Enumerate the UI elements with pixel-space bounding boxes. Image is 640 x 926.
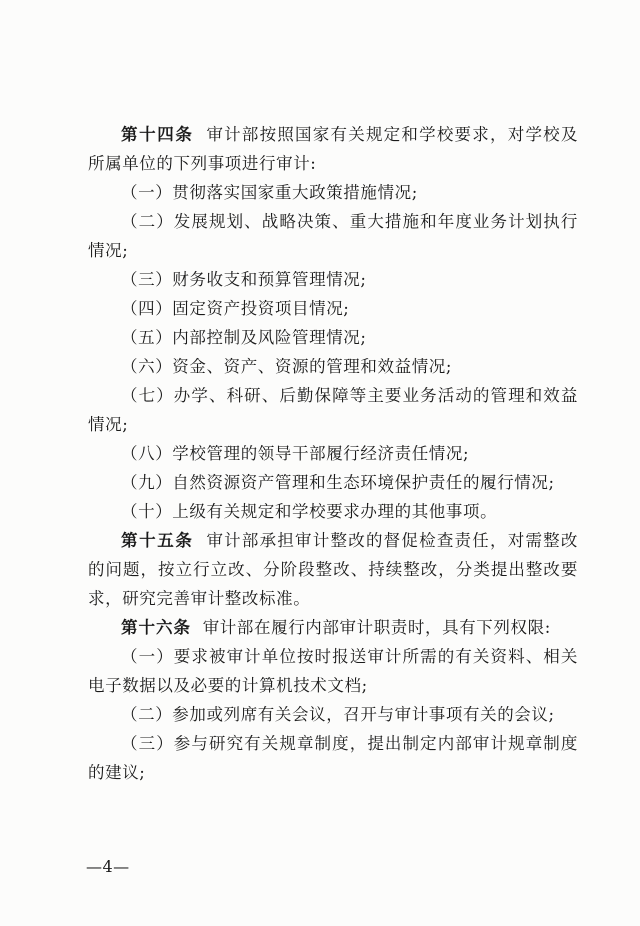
- article-14-title: 第十四条: [121, 125, 194, 144]
- article-15-text: 审计部承担审计整改的督促检查责任，对需整改的问题，按立行立改、分阶段整改、持续整改，分类提出整改要求，研究完善审计整改标准。: [88, 531, 578, 608]
- article-16-item-3: （三）参与研究有关规章制度，提出制定内部审计规章制度的建议;: [88, 734, 578, 782]
- page-number: —4—: [86, 857, 130, 876]
- article-16: [88, 613, 578, 642]
- document-body: [88, 120, 578, 787]
- article-16-title: 第十六条: [121, 618, 191, 637]
- article-14-text: 审计部按照国家有关规定和学校要求，对学校及所属单位的下列事项进行审计:: [88, 125, 578, 173]
- article-14-item-6: （六）资金、资产、资源的管理和效益情况;: [121, 357, 453, 376]
- article-14-item-3: （三）财务收支和预算管理情况;: [121, 270, 367, 289]
- article-16-text: 审计部在履行内部审计职责时，具有下列权限:: [202, 618, 551, 637]
- article-14-item-7: （七）办学、科研、后勤保障等主要业务活动的管理和效益情况;: [88, 386, 578, 434]
- article-14-item-4: （四）固定资产投资项目情况;: [121, 299, 350, 318]
- article-15: [88, 526, 578, 613]
- article-16-item-2: （二）参加或列席有关会议，召开与审计事项有关的会议;: [121, 705, 555, 724]
- article-14-item-1: （一）贯彻落实国家重大政策措施情况;: [121, 183, 418, 202]
- article-14-item-2: （二）发展规划、战略决策、重大措施和年度业务计划执行情况;: [88, 212, 578, 260]
- article-14-item-9: （九）自然资源资产管理和生态环境保护责任的履行情况;: [121, 473, 555, 492]
- article-16-item-1: （一）要求被审计单位按时报送审计所需的有关资料、相关电子数据以及必要的计算机技术文档;: [88, 647, 578, 695]
- article-14-item-10: （十）上级有关规定和学校要求办理的其他事项。: [121, 502, 498, 521]
- article-14: [88, 120, 578, 178]
- article-14-item-8: （八）学校管理的领导干部履行经济责任情况;: [121, 444, 470, 463]
- article-15-title: 第十五条: [121, 531, 194, 550]
- article-14-item-5: （五）内部控制及风险管理情况;: [121, 328, 367, 347]
